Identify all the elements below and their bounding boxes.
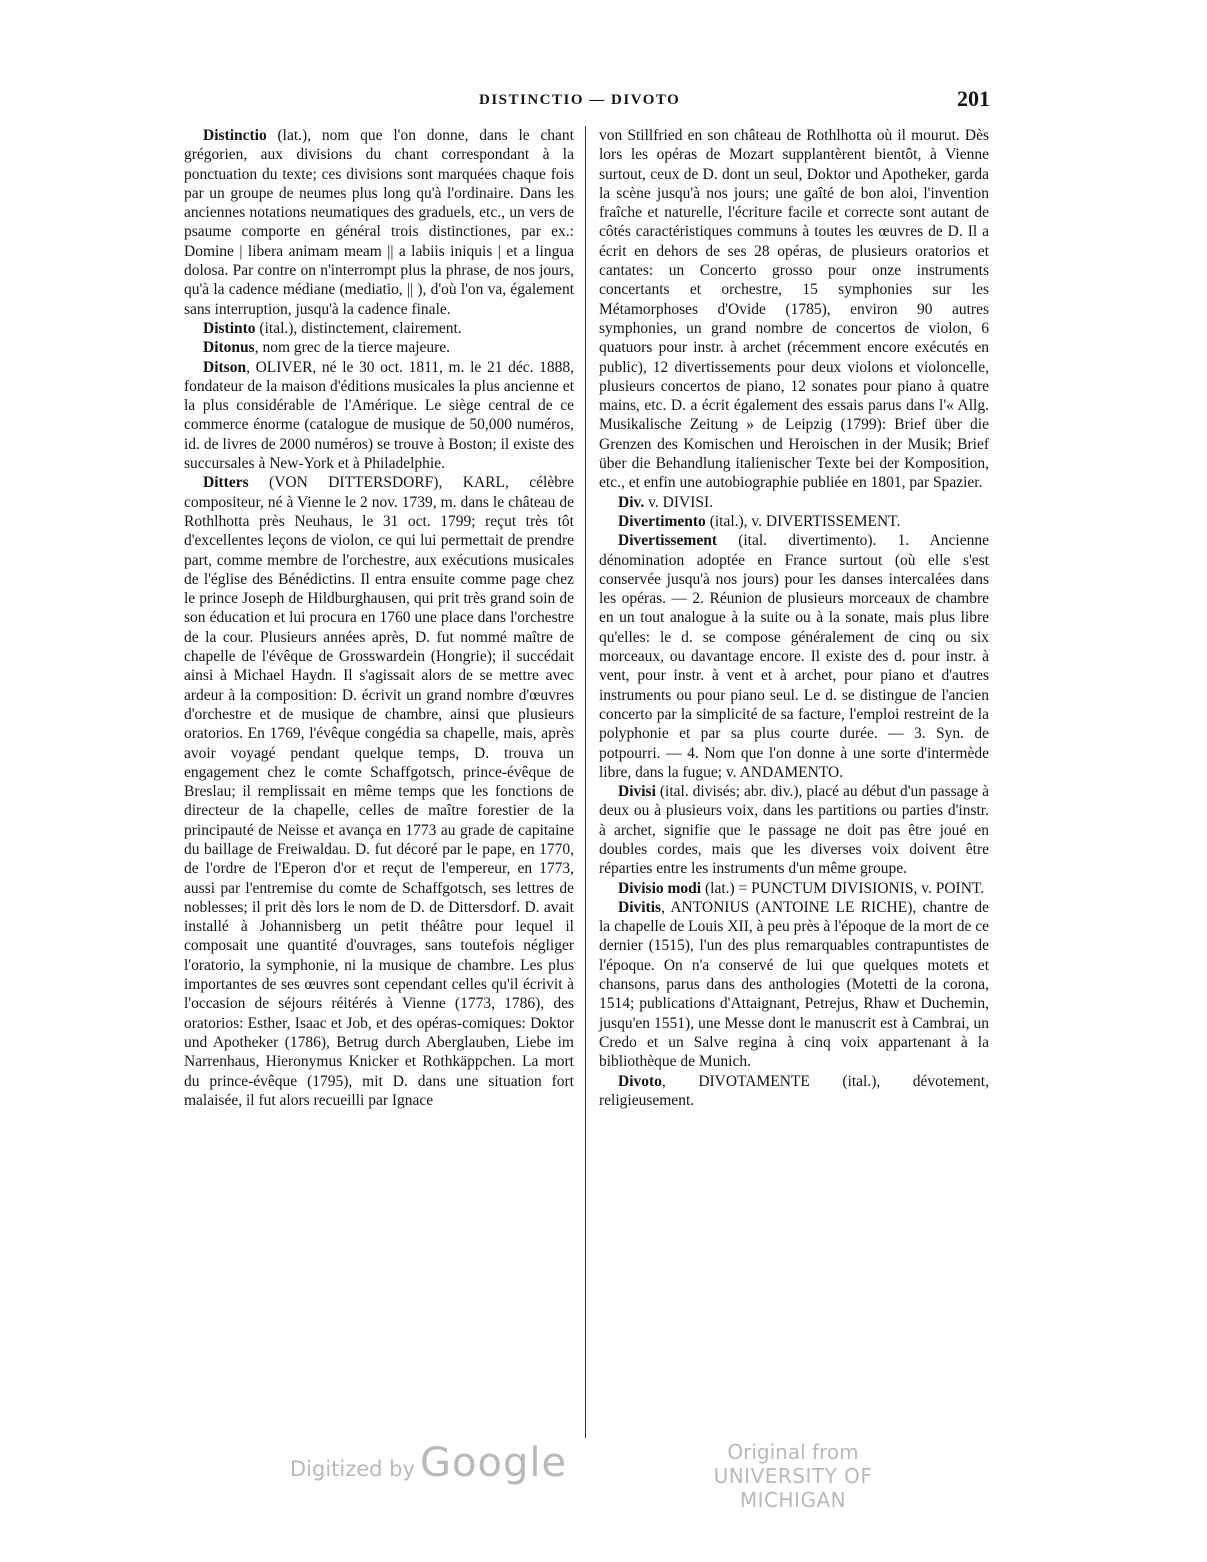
entry-divertimento [599, 512, 989, 531]
digitized-by-watermark [290, 1440, 567, 1486]
page-number: 201 [957, 86, 990, 111]
google-logo: Google [420, 1440, 568, 1486]
headword: Distinto [203, 319, 256, 337]
headword: Divoto [618, 1072, 662, 1090]
entry-ditonus [184, 338, 574, 357]
entry-text: v. DIVISI. [644, 493, 714, 511]
entry-divoto [599, 1072, 989, 1111]
entry-text: , DIVOTAMENTE (ital.), dévotement, religieusement. [599, 1072, 989, 1109]
entry-text: (lat.), nom que l'on donne, dans le chant grégorien, aux divisions du chant correspondant à la ponctuation du texte; ces divisions sont marquées chaque fois par un groupe de neumes plus long qu'à l'ordinaire. Dans les anciennes notations neumatiques des graduels, etc., un vers de psaume comporte en général trois distinctiones, par ex.: Domine | libera animam meam || a labiis iniquis | et a lingua dolosa. Par contre on n'interrompt plus la phrase, de nos jours, qu'à la cadence médiane (mediatio, || ), d'où l'on va, également sans interruption, jusqu'à la cadence finale. [184, 127, 574, 318]
entry-div [599, 493, 989, 512]
entry-text: (ital. divertimento). 1. Ancienne dénomination adoptée en France surtout (où elle s'est conservée jusqu'à nos jours) pour les danses intercalées dans les opéras. — 2. Réunion de plusieurs morceaux de chambre en un tout analogue à la suite ou à la sonate, mais plus libre qu'elles: le d. se compose généralement de cinq ou six morceaux, ou davantage encore. Il existe des d. pour instr. à vent, pour instr. à vent et à archet, pour piano et d'autres instruments ou pour piano seul. Le d. se distingue de l'ancien concerto par la simplicité de sa facture, l'emploi restreint de la polyphonie et par sa plus courte durée. — 3. Syn. de potpourri. — 4. Nom que l'on donne à une sorte d'intermède libre, dans la fugue; v. ANDAMENTO. [599, 532, 989, 781]
page-header [184, 86, 990, 122]
headword: Ditters [203, 474, 249, 492]
entry-text: (lat.) = PUNCTUM DIVISIONIS, v. POINT. [701, 879, 985, 897]
original-from-text: Original from [727, 1440, 859, 1464]
headword: Div. [618, 493, 645, 511]
entry-text: (ital. divisés; abr. div.), placé au début d'un passage à deux ou à plusieurs voix, dans les partitions ou parties d'instr. à archet, signifie que le passage ne doit pas être joué en doubles cordes, mais que les diverses voix doivent être réparties entre les instruments d'un même groupe. [599, 783, 989, 878]
entry-text: , ANTONIUS (ANTOINE LE RICHE), chantre de la chapelle de Louis XII, à peu près à l'époque de la mort de ce dernier (1515), l'un des plus remarquables contrapuntistes de l'époque. On n'a conservé de lui que quelques motets et chansons, parus dans des anthologies (Motetti de la corona, 1514; publications d'Attaignant, Petrejus, Rhaw et Duchemin, jusqu'en 1551), une Messe dont le manuscrit est à Cambrai, un Credo et un Salve regina à cinq voix appartenant à la bibliothèque de Munich. [599, 898, 989, 1071]
headword: Distinctio [203, 127, 267, 144]
headword: Divertissement [618, 532, 717, 550]
entry-ditson [184, 358, 574, 474]
original-from-watermark [668, 1440, 918, 1512]
entry-text: (ital.), distinctement, clairement. [255, 319, 462, 337]
headword: Ditson [203, 358, 247, 376]
headword: Divitis [618, 898, 662, 916]
entry-divisio-modi [599, 879, 989, 898]
right-column [599, 126, 989, 1110]
entry-ditters-continued [599, 126, 989, 493]
entry-divitis [599, 898, 989, 1072]
headword: Divertimento [618, 512, 706, 530]
entry-divisi [599, 782, 989, 878]
headword: Ditonus [203, 339, 255, 357]
left-column [184, 126, 574, 1110]
entry-text: (VON DITTERSDORF), KARL, célèbre compositeur, né à Vienne le 2 nov. 1739, m. dans le château de Rothlhotta près Neuhaus, le 31 oct. 1799; reçut très tôt d'excellentes leçons de violon, ce qui lui permettait de prendre part, comme membre de l'orchestre, aux exécutions musicales de l'église des Bénédictins. Il entra ensuite comme page chez le prince Joseph de Hildburghausen, qui prit très grand soin de son éducation et lui procura en 1760 une place dans l'orchestre de la cour. Plusieurs années après, D. fut nommé maître de chapelle de l'évêque de Grosswardein (Hongrie); il succédait ainsi à Michael Haydn. Il s'agissait alors de se mettre avec ardeur à la composition: D. écrivit un grand nombre d'œuvres d'orchestre et de musique de chambre, ainsi que plusieurs oratorios. En 1769, l'évêque congédia sa chapelle, mais, après avoir voyagé pendant quelque temps, D. trouva un engagement chez le comte Schaffgotsch, prince-évêque de Breslau; il remplissait en même temps que les fonctions de directeur de la chapelle, celles de maître forestier de la principauté de Neisse et avança en 1773 au grade de capitaine du baillage de Freiwaldau. D. fut décoré par le pape, en 1770, de l'ordre de l'Eperon d'or et reçut de l'empereur, en 1773, aussi par l'entremise du comte de Schaffgotsch, ses lettres de noblesses; il prit dès lors le nom de D. de Dittersdorf. D. avait installé à Johannisberg un petit théâtre pour lequel il composait une quantité d'ouvrages, sans toutefois négliger l'oratorio, la symphonie, ni la musique de chambre. Les plus importantes de ses œuvres sont cependant celles qu'il écrivit à l'occasion de séjours réitérés à Vienne (1773, 1786), des oratorios: Esther, Isaac et Job, et des opéras-comiques: Doktor und Apotheker (1786), Betrug durch Aberglauben, Liebe im Narrenhaus, Hieronymus Knicker et Rothkäppchen. La mort du prince-évêque (1795), mit D. dans une situation fort malaisée, il fut alors recueilli par Ignace [184, 474, 574, 1109]
entry-divertissement [599, 531, 989, 782]
entry-text: , nom grec de la tierce majeure. [254, 339, 451, 357]
digitized-prefix: Digitized by [290, 1457, 415, 1481]
entry-ditters [184, 473, 574, 1110]
column-divider [585, 126, 586, 1438]
headword: Divisio modi [618, 879, 702, 897]
entry-text: , OLIVER, né le 30 oct. 1811, m. le 21 déc. 1888, fondateur de la maison d'éditions musicales la plus ancienne et la plus considérable de l'Amérique. Le siège central de ce commerce énorme (catalogue de musique de 50,000 numéros, id. de livres de 2000 numéros) se trouve à Boston; il existe des succursales à New-York et à Philadelphie. [184, 358, 574, 473]
entry-distinto [184, 319, 574, 338]
university-text: UNIVERSITY OF MICHIGAN [713, 1464, 873, 1512]
entry-text: (ital.), v. DIVERTISSEMENT. [705, 512, 901, 530]
headword: Divisi [618, 783, 656, 801]
entry-distinctio [184, 126, 574, 319]
running-head: DISTINCTIO — DIVOTO [479, 92, 681, 108]
entry-text: von Stillfried en son château de Rothlhotta où il mourut. Dès lors les opéras de Mozart supplantèrent bientôt, à Vienne surtout, ceux de D. dont un seul, Doktor und Apotheker, garda la scène jusqu'à nos jours; une gaîté de bon aloi, l'invention fraîche et naturelle, l'écriture facile et correcte sont autant de côtés caractéristiques communs à toutes les œuvres de D. Il a écrit en dehors de ses 28 opéras, de plusieurs oratorios et cantates: un Concerto grosso pour onze instruments concertants et orchestre, 15 symphonies sur les Métamorphoses d'Ovide (1785), environ 90 autres symphonies, un grand nombre de concertos de violon, 6 quatuors pour instr. à archet (récemment encore exécutés en public), 12 divertissements pour deux violons et violoncelle, plusieurs concertos de piano, 12 sonates pour piano à quatre mains, etc. D. a écrit également des essais parus dans l'« Allg. Musikalische Zeitung » de Leipzig (1799): Brief über die Grenzen des Komischen und Heroischen in der Musik; Brief über die Behandlung italienischer Texte bei der Komposition, etc., et enfin une autobiographie publiée en 1801, par Spazier. [599, 127, 989, 492]
